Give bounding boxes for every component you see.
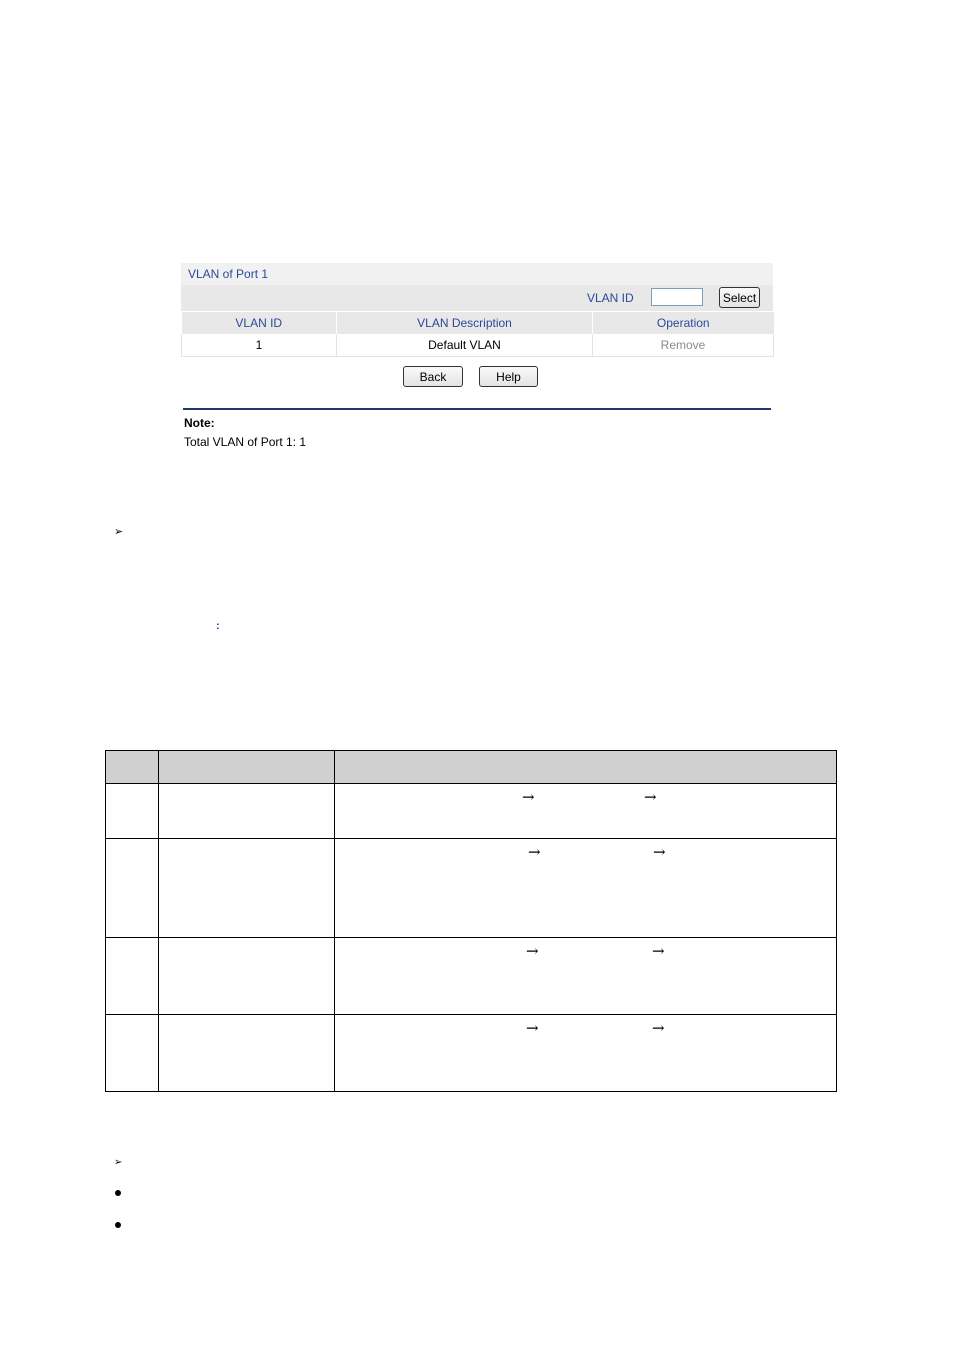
- table-row: [106, 938, 837, 1015]
- column-header-vlan-description: VLAN Description: [337, 312, 593, 334]
- arrow-icon: →: [653, 843, 666, 861]
- arrow-bullet-icon: ➢: [114, 526, 124, 538]
- column-header-vlan-id: VLAN ID: [182, 312, 337, 334]
- vlan-of-port-panel: [181, 263, 773, 384]
- cell-vlan-description: Default VLAN: [337, 334, 593, 357]
- vlan-select-row: [181, 285, 773, 312]
- colon-mark: :: [216, 620, 220, 632]
- note-heading: Note:: [184, 416, 215, 430]
- table-row: [106, 1015, 837, 1092]
- table-header-row: [106, 751, 837, 784]
- back-button[interactable]: Back: [403, 366, 463, 387]
- arrow-icon: →: [644, 788, 657, 806]
- arrow-icon: →: [522, 788, 535, 806]
- arrow-icon: →: [652, 1019, 665, 1037]
- arrow-icon: →: [652, 942, 665, 960]
- bullet-dot-icon: [115, 1222, 121, 1228]
- help-button[interactable]: Help: [479, 366, 538, 387]
- column-header-operation: Operation: [593, 312, 774, 334]
- arrow-icon: →: [528, 843, 541, 861]
- vlan-table: [181, 312, 774, 357]
- arrow-icon: →: [526, 1019, 539, 1037]
- arrow-bullet-icon: ➢: [114, 1157, 123, 1168]
- arrow-icon: →: [526, 942, 539, 960]
- table-row: [106, 839, 837, 938]
- bullet-dot-icon: [115, 1190, 121, 1196]
- vlan-id-label: VLAN ID: [587, 291, 634, 305]
- panel-title: VLAN of Port 1: [181, 263, 773, 285]
- cell-vlan-id: 1: [182, 334, 337, 357]
- document-table: [105, 750, 837, 1092]
- select-button[interactable]: Select: [719, 287, 760, 308]
- remove-link[interactable]: Remove: [593, 334, 774, 357]
- table-row: [106, 784, 837, 839]
- vlan-id-input[interactable]: [651, 288, 703, 306]
- table-row: [182, 334, 774, 357]
- note-text: Total VLAN of Port 1: 1: [184, 435, 307, 449]
- note-divider: [183, 408, 771, 410]
